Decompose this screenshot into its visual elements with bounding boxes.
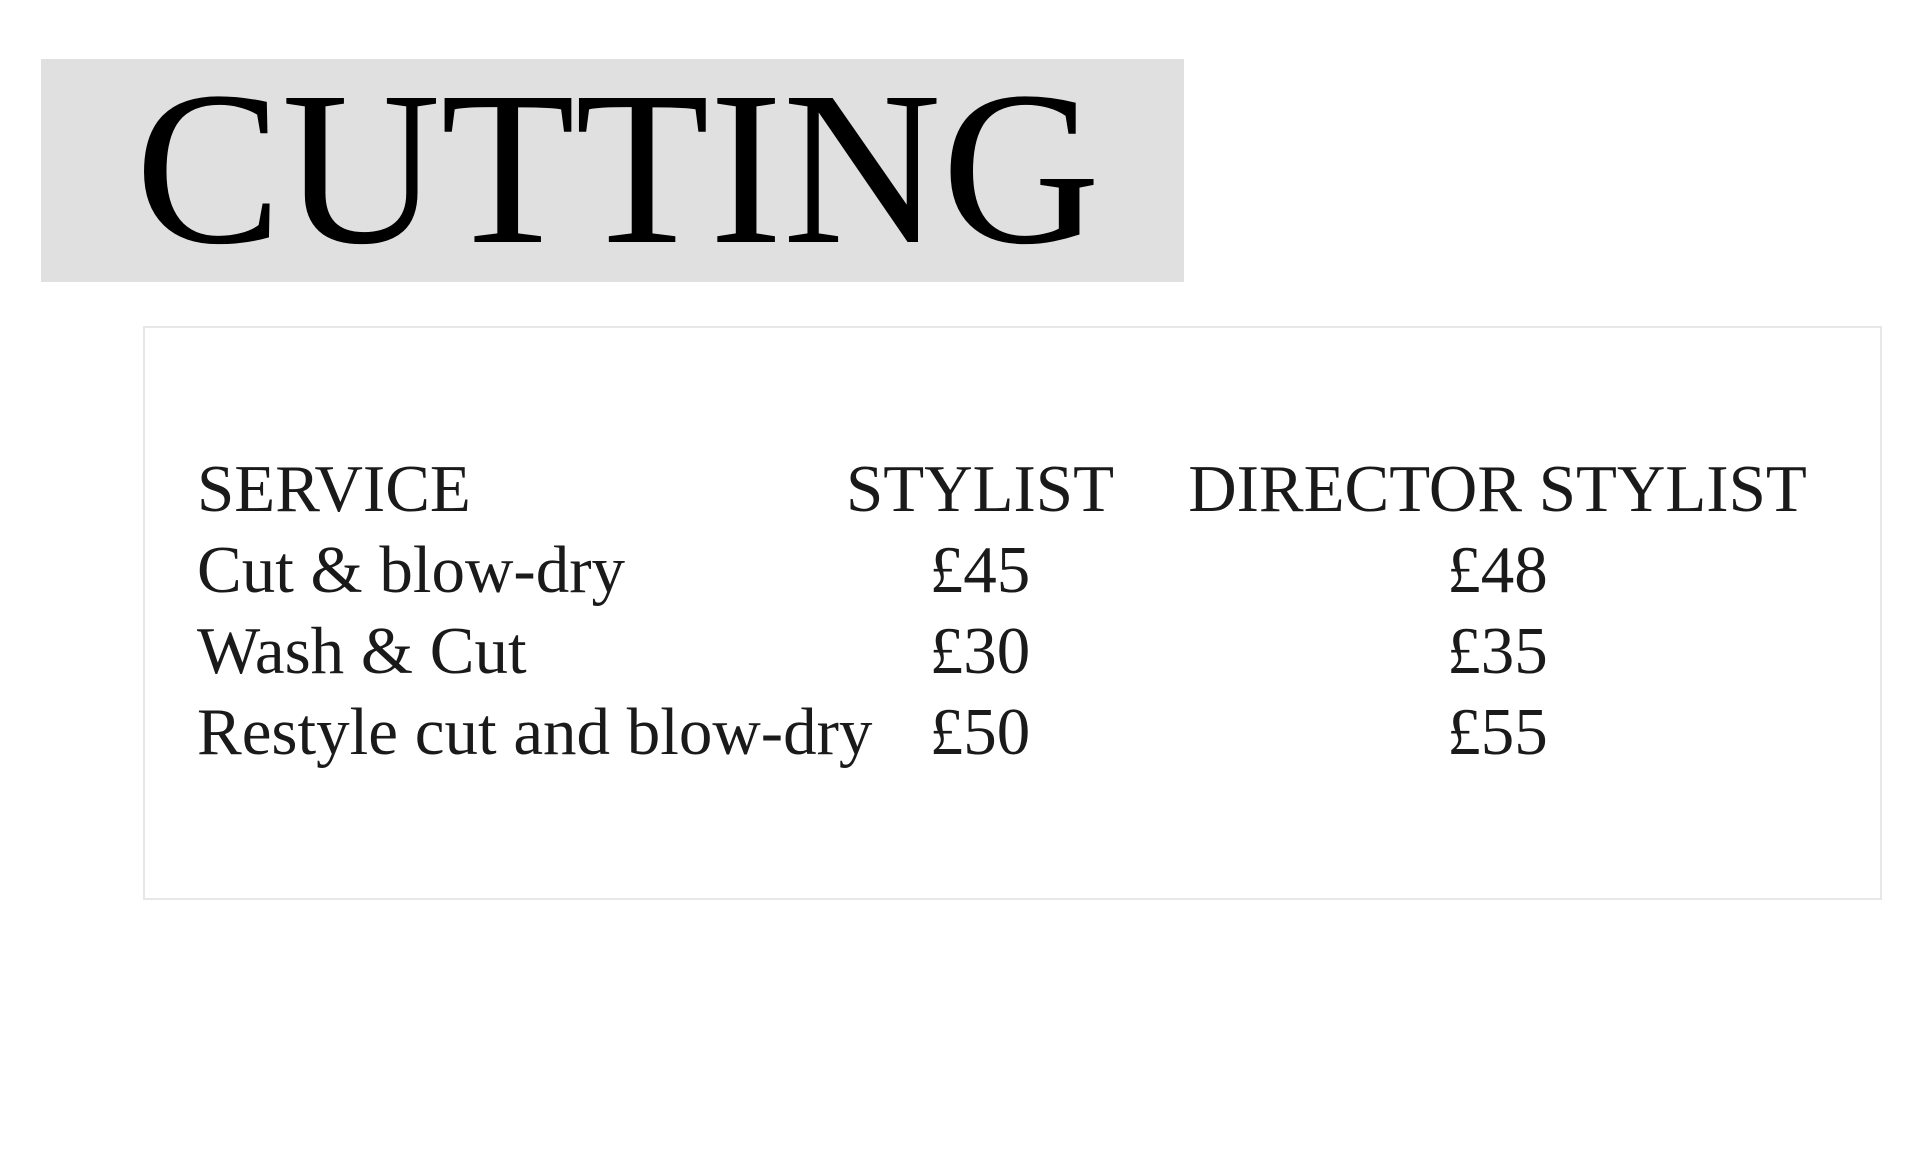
column-header-stylist: STYLIST [846, 452, 1114, 526]
column-header-service: SERVICE [197, 452, 471, 526]
column-header-director-stylist: DIRECTOR STYLIST [1188, 452, 1807, 526]
director-stylist-price-cell: £48 [1447, 533, 1548, 607]
price-table-panel [143, 326, 1882, 900]
service-name-cell: Wash & Cut [197, 614, 527, 688]
price-table [145, 328, 1880, 773]
director-stylist-price-cell: £55 [1447, 695, 1548, 769]
service-name-cell: Cut & blow-dry [197, 533, 626, 607]
section-title: CUTTING [135, 45, 1101, 290]
director-stylist-price-cell: £35 [1447, 614, 1548, 688]
stylist-price-cell: £30 [929, 614, 1031, 688]
section-title-box [41, 45, 1184, 290]
stylist-price-cell: £50 [929, 695, 1031, 769]
stylist-price-cell: £45 [929, 533, 1031, 607]
service-name-cell: Restyle cut and blow-dry [197, 695, 873, 769]
